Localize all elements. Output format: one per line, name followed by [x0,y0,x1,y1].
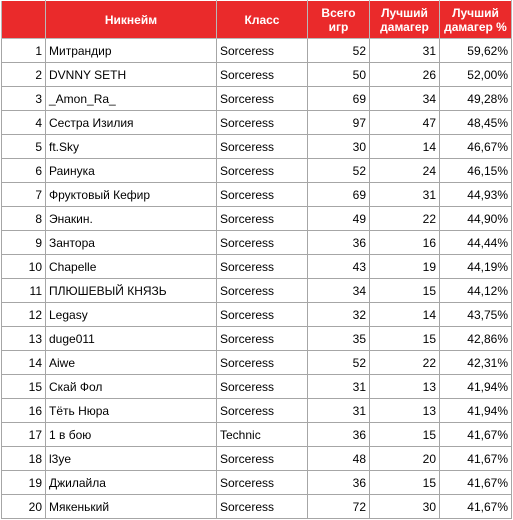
cell-nickname: 1 в бою [46,423,217,447]
cell-nickname: Мякенький [46,495,217,519]
cell-rank: 8 [2,207,46,231]
cell-best-damager: 31 [370,183,440,207]
header-best-damager-line1: Лучший [381,5,428,20]
cell-nickname: _Amon_Ra_ [46,87,217,111]
cell-total-games: 49 [308,207,370,231]
cell-nickname: Энакин. [46,207,217,231]
cell-rank: 10 [2,255,46,279]
cell-nickname: Aiwe [46,351,217,375]
table-row [2,255,512,279]
cell-nickname: Раинука [46,159,217,183]
cell-total-games: 31 [308,399,370,423]
table-row [2,327,512,351]
cell-rank: 16 [2,399,46,423]
cell-total-games: 52 [308,159,370,183]
table-row [2,447,512,471]
cell-nickname: Сестра Изилия [46,111,217,135]
table-row [2,423,512,447]
header-best-damager-line2: дамагер [380,19,429,34]
cell-total-games: 97 [308,111,370,135]
table-row [2,471,512,495]
cell-best-damager-percent: 41,67% [440,447,512,471]
cell-total-games: 34 [308,279,370,303]
header-total-games [308,1,370,39]
header-row [2,1,512,39]
cell-rank: 14 [2,351,46,375]
table-row [2,39,512,63]
cell-class: Sorceress [217,279,308,303]
cell-best-damager: 15 [370,471,440,495]
cell-rank: 15 [2,375,46,399]
table-row [2,207,512,231]
damage-ranking-table [1,0,512,519]
cell-best-damager: 16 [370,231,440,255]
cell-total-games: 69 [308,87,370,111]
cell-best-damager-percent: 46,67% [440,135,512,159]
cell-rank: 9 [2,231,46,255]
cell-best-damager-percent: 44,19% [440,255,512,279]
cell-total-games: 36 [308,231,370,255]
cell-rank: 4 [2,111,46,135]
cell-class: Sorceress [217,159,308,183]
cell-best-damager-percent: 41,67% [440,471,512,495]
table-row [2,87,512,111]
cell-best-damager-percent: 41,94% [440,375,512,399]
cell-best-damager-percent: 52,00% [440,63,512,87]
cell-best-damager-percent: 49,28% [440,87,512,111]
cell-class: Sorceress [217,303,308,327]
cell-best-damager-percent: 43,75% [440,303,512,327]
cell-total-games: 32 [308,303,370,327]
cell-class: Sorceress [217,111,308,135]
cell-best-damager-percent: 44,93% [440,183,512,207]
cell-best-damager: 13 [370,375,440,399]
cell-best-damager: 24 [370,159,440,183]
table-body [2,39,512,519]
cell-class: Sorceress [217,495,308,519]
cell-best-damager-percent: 41,94% [440,399,512,423]
header-best-damager [370,1,440,39]
table-row [2,135,512,159]
cell-class: Sorceress [217,135,308,159]
cell-class: Technic [217,423,308,447]
cell-rank: 13 [2,327,46,351]
header-total-games-line2: игр [328,19,349,34]
cell-best-damager: 15 [370,279,440,303]
cell-nickname: ft.Sky [46,135,217,159]
cell-rank: 5 [2,135,46,159]
cell-total-games: 30 [308,135,370,159]
cell-class: Sorceress [217,63,308,87]
table-row [2,375,512,399]
cell-class: Sorceress [217,87,308,111]
cell-rank: 19 [2,471,46,495]
table-row [2,279,512,303]
cell-rank: 18 [2,447,46,471]
cell-best-damager: 22 [370,207,440,231]
cell-total-games: 69 [308,183,370,207]
cell-class: Sorceress [217,471,308,495]
table-row [2,159,512,183]
cell-total-games: 36 [308,471,370,495]
cell-class: Sorceress [217,447,308,471]
cell-nickname: Скай Фол [46,375,217,399]
cell-best-damager: 13 [370,399,440,423]
cell-class: Sorceress [217,255,308,279]
cell-total-games: 52 [308,351,370,375]
cell-rank: 11 [2,279,46,303]
cell-total-games: 35 [308,327,370,351]
cell-best-damager: 14 [370,135,440,159]
cell-class: Sorceress [217,39,308,63]
cell-class: Sorceress [217,351,308,375]
cell-nickname: ПЛЮШЕВЫЙ КНЯЗЬ [46,279,217,303]
cell-total-games: 50 [308,63,370,87]
cell-best-damager: 14 [370,303,440,327]
cell-best-damager: 47 [370,111,440,135]
cell-rank: 6 [2,159,46,183]
cell-best-damager-percent: 41,67% [440,495,512,519]
cell-nickname: Зантора [46,231,217,255]
cell-nickname: l3ye [46,447,217,471]
cell-best-damager: 20 [370,447,440,471]
table-row [2,399,512,423]
cell-total-games: 36 [308,423,370,447]
table-header [2,1,512,39]
header-best-damager-percent [440,1,512,39]
table-row [2,351,512,375]
cell-rank: 20 [2,495,46,519]
cell-total-games: 72 [308,495,370,519]
cell-best-damager-percent: 59,62% [440,39,512,63]
cell-best-damager: 34 [370,87,440,111]
cell-class: Sorceress [217,183,308,207]
cell-best-damager-percent: 48,45% [440,111,512,135]
cell-best-damager-percent: 41,67% [440,423,512,447]
header-index [2,1,46,39]
cell-rank: 3 [2,87,46,111]
cell-nickname: Митрандир [46,39,217,63]
cell-rank: 1 [2,39,46,63]
cell-class: Sorceress [217,399,308,423]
cell-total-games: 31 [308,375,370,399]
cell-rank: 7 [2,183,46,207]
cell-nickname: DVNNY SETH [46,63,217,87]
cell-best-damager: 19 [370,255,440,279]
cell-total-games: 52 [308,39,370,63]
header-total-games-line1: Всего [321,5,356,20]
cell-rank: 12 [2,303,46,327]
cell-total-games: 43 [308,255,370,279]
cell-class: Sorceress [217,327,308,351]
table-row [2,231,512,255]
header-best-damager-percent-line2: дамагер % [444,19,507,34]
cell-best-damager: 22 [370,351,440,375]
table-row [2,63,512,87]
cell-rank: 2 [2,63,46,87]
table-row [2,303,512,327]
cell-best-damager: 26 [370,63,440,87]
cell-class: Sorceress [217,207,308,231]
header-nickname: Никнейм [46,1,217,39]
table-row [2,495,512,519]
cell-nickname: Chapelle [46,255,217,279]
cell-best-damager: 15 [370,423,440,447]
cell-best-damager-percent: 44,90% [440,207,512,231]
cell-class: Sorceress [217,375,308,399]
cell-class: Sorceress [217,231,308,255]
cell-rank: 17 [2,423,46,447]
cell-total-games: 48 [308,447,370,471]
cell-best-damager: 31 [370,39,440,63]
cell-best-damager-percent: 44,44% [440,231,512,255]
cell-best-damager-percent: 42,86% [440,327,512,351]
cell-best-damager-percent: 46,15% [440,159,512,183]
cell-best-damager: 15 [370,327,440,351]
cell-best-damager-percent: 44,12% [440,279,512,303]
cell-nickname: Legasy [46,303,217,327]
cell-nickname: Фруктовый Кефир [46,183,217,207]
cell-best-damager-percent: 42,31% [440,351,512,375]
cell-best-damager: 30 [370,495,440,519]
cell-nickname: Тёть Нюра [46,399,217,423]
cell-nickname: Джилайла [46,471,217,495]
header-class: Класс [217,1,308,39]
header-best-damager-percent-line1: Лучший [452,5,499,20]
table-row [2,183,512,207]
table-row [2,111,512,135]
cell-nickname: duge011 [46,327,217,351]
